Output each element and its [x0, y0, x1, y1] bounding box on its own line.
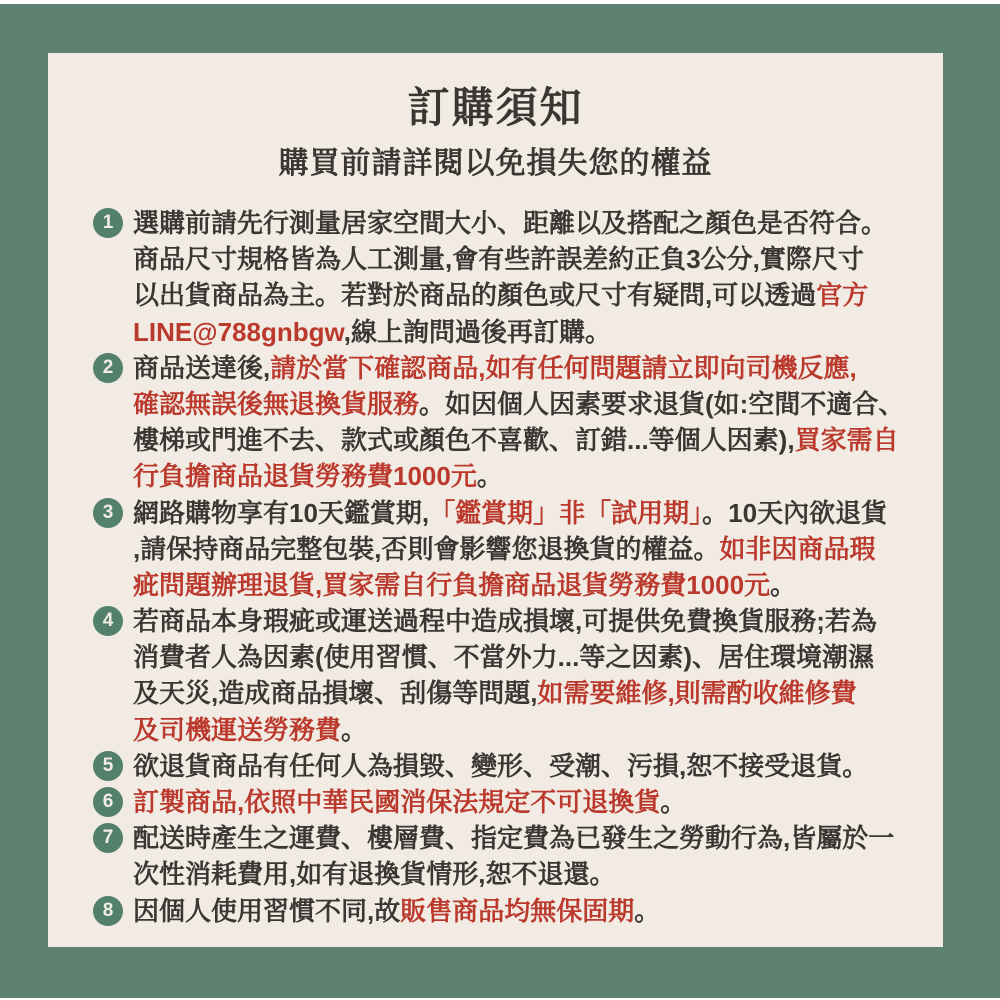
text-line	[133, 893, 660, 929]
item-number-badge: 3	[93, 498, 123, 528]
body-text: 樓梯或門進不去、款式或顏色不喜歡、訂錯...等個人因素),	[133, 425, 795, 456]
body-text: 配送時產生之運費、樓層費、指定費為已發生之勞動行為,皆屬於一	[133, 823, 895, 854]
highlighted-text: 請於當下確認商品,如有任何問題請立即向司機反應,	[270, 352, 857, 383]
text-line	[133, 205, 887, 241]
text-line	[133, 675, 877, 711]
text-line	[133, 748, 868, 784]
body-text: 。	[476, 461, 503, 492]
text-line	[133, 350, 904, 386]
text-line	[133, 241, 887, 277]
item-number-badge: 6	[93, 787, 123, 817]
text-line	[133, 639, 877, 675]
highlighted-text: 訂製商品,依照中華民國消保法規定不可退換貨	[133, 787, 661, 817]
text-line	[133, 458, 904, 494]
highlighted-text: 及司機運送勞務費	[133, 714, 342, 745]
text-line	[133, 422, 904, 458]
body-text: 。	[660, 787, 687, 817]
text-line	[133, 386, 904, 422]
body-text: 。	[634, 895, 661, 926]
text-line	[133, 856, 894, 892]
body-text: 商品送達後,	[133, 352, 271, 383]
page-subtitle: 購買前請詳閱以免損失您的權益	[278, 147, 713, 180]
list-item	[93, 748, 943, 784]
highlighted-text: LINE@788gnbgw	[133, 316, 344, 347]
list-item	[93, 784, 943, 820]
item-number-badge: 8	[93, 896, 123, 926]
text-line	[133, 314, 887, 350]
item-text	[133, 205, 887, 350]
body-text: ,線上詢問過後再訂購。	[343, 316, 611, 347]
body-text: 因個人使用習慣不同,故	[133, 895, 401, 926]
body-text: 欲退貨商品有任何人為損毀、變形、受潮、污損,恕不接受退貨。	[133, 750, 869, 781]
list-item	[93, 495, 943, 604]
body-text: 。如因個人因素要求退貨(如:空間不適合、	[419, 388, 905, 419]
item-number-badge: 1	[93, 208, 123, 238]
text-line	[133, 495, 887, 531]
item-text	[133, 893, 660, 929]
item-text	[133, 748, 868, 784]
body-text: 及天災,造成商品損壞、刮傷等問題,	[133, 678, 538, 709]
text-line	[133, 277, 887, 313]
body-text: 網路購物享有10天鑑賞期,	[133, 497, 430, 528]
page-title: 訂購須知	[407, 84, 584, 131]
item-number-badge: 7	[93, 823, 123, 853]
body-text: 選購前請先行測量居家空間大小、距離以及搭配之顏色是否符合。	[133, 208, 888, 238]
body-text: 商品尺寸規格皆為人工測量,會有些許誤差約正負3公分,實際尺寸	[133, 244, 864, 275]
list-item	[93, 350, 943, 495]
item-number-badge: 4	[93, 606, 123, 636]
item-text	[133, 350, 904, 495]
item-number-badge: 5	[93, 751, 123, 781]
highlighted-text: 疵問題辦理退貨,買家需自行負擔商品退貨勞務費1000元	[133, 569, 771, 600]
item-text	[133, 603, 877, 748]
highlighted-text: 行負擔商品退貨勞務費1000元	[133, 461, 477, 492]
text-line	[133, 603, 877, 639]
body-text: ,請保持商品完整包裝,否則會影響您退換貨的權益。	[133, 533, 720, 564]
highlighted-text: 確認無誤後無退換貨服務	[133, 388, 420, 419]
list-item	[93, 205, 943, 350]
text-line	[133, 567, 887, 603]
item-text	[133, 495, 887, 604]
body-text: 。	[341, 714, 368, 745]
green-frame	[0, 4, 1000, 998]
text-line	[133, 820, 894, 856]
highlighted-text: 如需要維修,則需酌收維修費	[537, 678, 857, 709]
notice-list	[48, 205, 943, 929]
body-text: 以出貨商品為主。若對於商品的顏色或尺寸有疑問,可以透過	[133, 280, 817, 311]
body-text: 消費者人為因素(使用習慣、不當外力...等之因素)、居住環境潮濕	[133, 642, 874, 673]
body-text: 次性消耗費用,如有退換貨情形,恕不退還。	[133, 859, 616, 890]
highlighted-text: 買家需自	[794, 425, 899, 456]
list-item	[93, 603, 943, 748]
item-text	[133, 784, 686, 820]
item-text	[133, 820, 894, 892]
notice-panel	[48, 53, 943, 947]
list-item	[93, 820, 943, 892]
body-text: 若商品本身瑕疵或運送過程中造成損壞,可提供免費換貨服務;若為	[133, 606, 877, 637]
body-text: 。10天內欲退貨	[702, 497, 888, 528]
highlighted-text: 販售商品均無保固期	[400, 895, 635, 926]
body-text: 。	[770, 569, 797, 600]
text-line	[133, 531, 887, 567]
highlighted-text: 如非因商品瑕	[719, 533, 876, 564]
highlighted-text: 官方	[816, 280, 869, 311]
list-item	[93, 893, 943, 929]
item-number-badge: 2	[93, 353, 123, 383]
highlighted-text: 「鑑賞期」非「試用期」	[429, 497, 703, 528]
text-line	[133, 784, 686, 820]
text-line	[133, 712, 877, 748]
